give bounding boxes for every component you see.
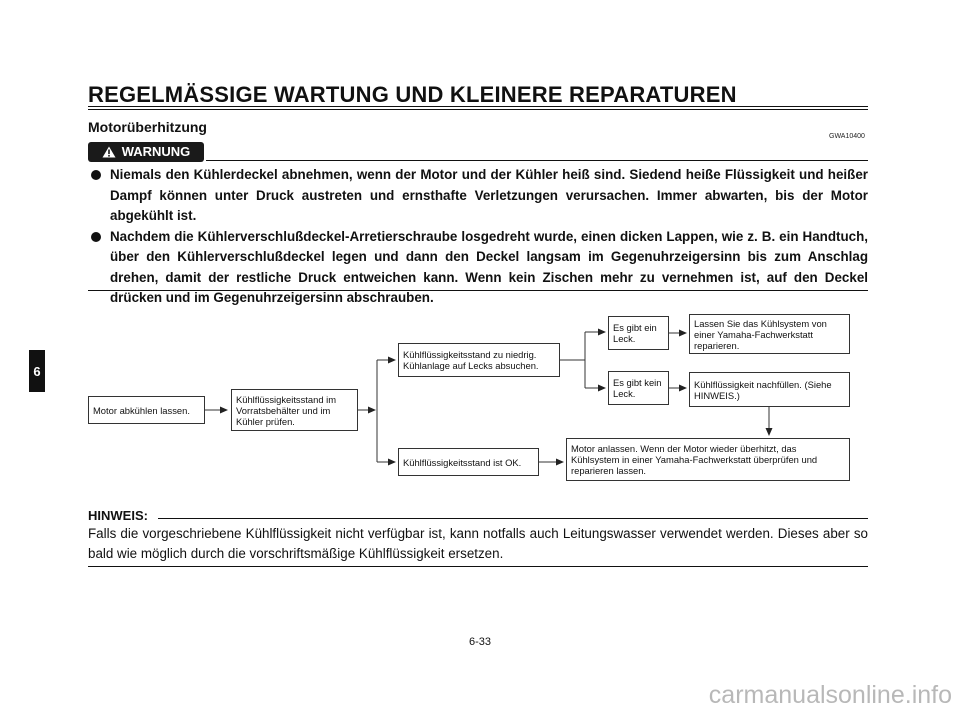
flow-step-refill: [689, 372, 850, 407]
flow-step-text: Motor anlassen. Wenn der Motor wieder überhitzt, das Kühlsystem in einer Yamaha-Fachwerkstatt überprüfen und reparieren lassen.: [571, 443, 818, 476]
flow-step-restart-engine: [566, 438, 850, 481]
note-label: HINWEIS:: [88, 508, 148, 523]
warning-label: WARNUNG: [121, 144, 191, 159]
section-code: GWA10400: [829, 133, 865, 140]
flow-step-text: Kühlflüssigkeitsstand zu niedrig. Kühlanlage auf Lecks absuchen.: [403, 349, 539, 371]
flow-step-text: Kühlflüssigkeit nachfüllen. (Siehe HINWEIS.): [694, 378, 832, 401]
warning-item-text: Nachdem die Kühlerverschlußdeckel-Arretierschraube losgedreht wurde, einen dicken Lappen, wie z. B. ein Handtuch, über den Kühlerverschlußdeckel legen und dann den Deckel langsam im Gegenuhrzeigersinn bis zum Anschlag drehen, damit der restliche Druck entweichen kann. Wenn kein Zischen mehr zu vernehmen ist, auf den Deckel drücken und im Gegenuhrzeigersinn abschrauben.: [110, 228, 868, 305]
watermark: carmanualsonline.info: [708, 681, 952, 709]
flow-step-leak: [608, 316, 669, 350]
flow-step-text: Es gibt kein Leck.: [613, 377, 662, 399]
page-header-title: REGELMÄSSIGE WARTUNG UND KLEINERE REPARATUREN: [88, 82, 737, 107]
flow-step-text: Lassen Sie das Kühlsystem von einer Yamaha-Fachwerkstatt reparieren.: [694, 317, 827, 351]
flow-step-cool-engine: [88, 396, 205, 424]
flow-step-workshop-repair: [689, 314, 850, 354]
chapter-tab: 6: [29, 350, 45, 392]
warning-item-text: Niemals den Kühlerdeckel abnehmen, wenn der Motor und der Kühler heiß sind. Siedend heiße Flüssigkeit und heißer Dampf können unter Druck austreten und ernsthafte Verletzungen verursachen. Immer abwarten, bis der Motor abgekühlt ist.: [110, 167, 868, 223]
flow-step-text: Kühlflüssigkeitsstand ist OK.: [403, 456, 522, 468]
note-text: Falls die vorgeschriebene Kühlflüssigkeit nicht verfügbar ist, kann notfalls auch Leitungswasser verwendet werden. Dieses aber so bald wie möglich durch die vorschriftsmäßige Kühlflüssigkeit ersetzen.: [88, 526, 868, 561]
flow-step-no-leak: [608, 371, 669, 405]
flow-step-text: Motor abkühlen lassen.: [93, 404, 190, 416]
note-rule: [158, 518, 868, 519]
flow-step-check-level: [231, 389, 358, 431]
flow-step-text: Es gibt ein Leck.: [613, 322, 657, 344]
flow-step-level-ok: [398, 448, 539, 476]
section-title: Motorüberhitzung: [88, 119, 207, 135]
flow-step-text: Kühlflüssigkeitsstand im Vorratsbehälter und im Kühler prüfen.: [236, 393, 337, 427]
note-bottom-rule: [88, 566, 868, 567]
page-number: 6-33: [468, 636, 492, 648]
flow-step-level-low: [398, 343, 560, 377]
